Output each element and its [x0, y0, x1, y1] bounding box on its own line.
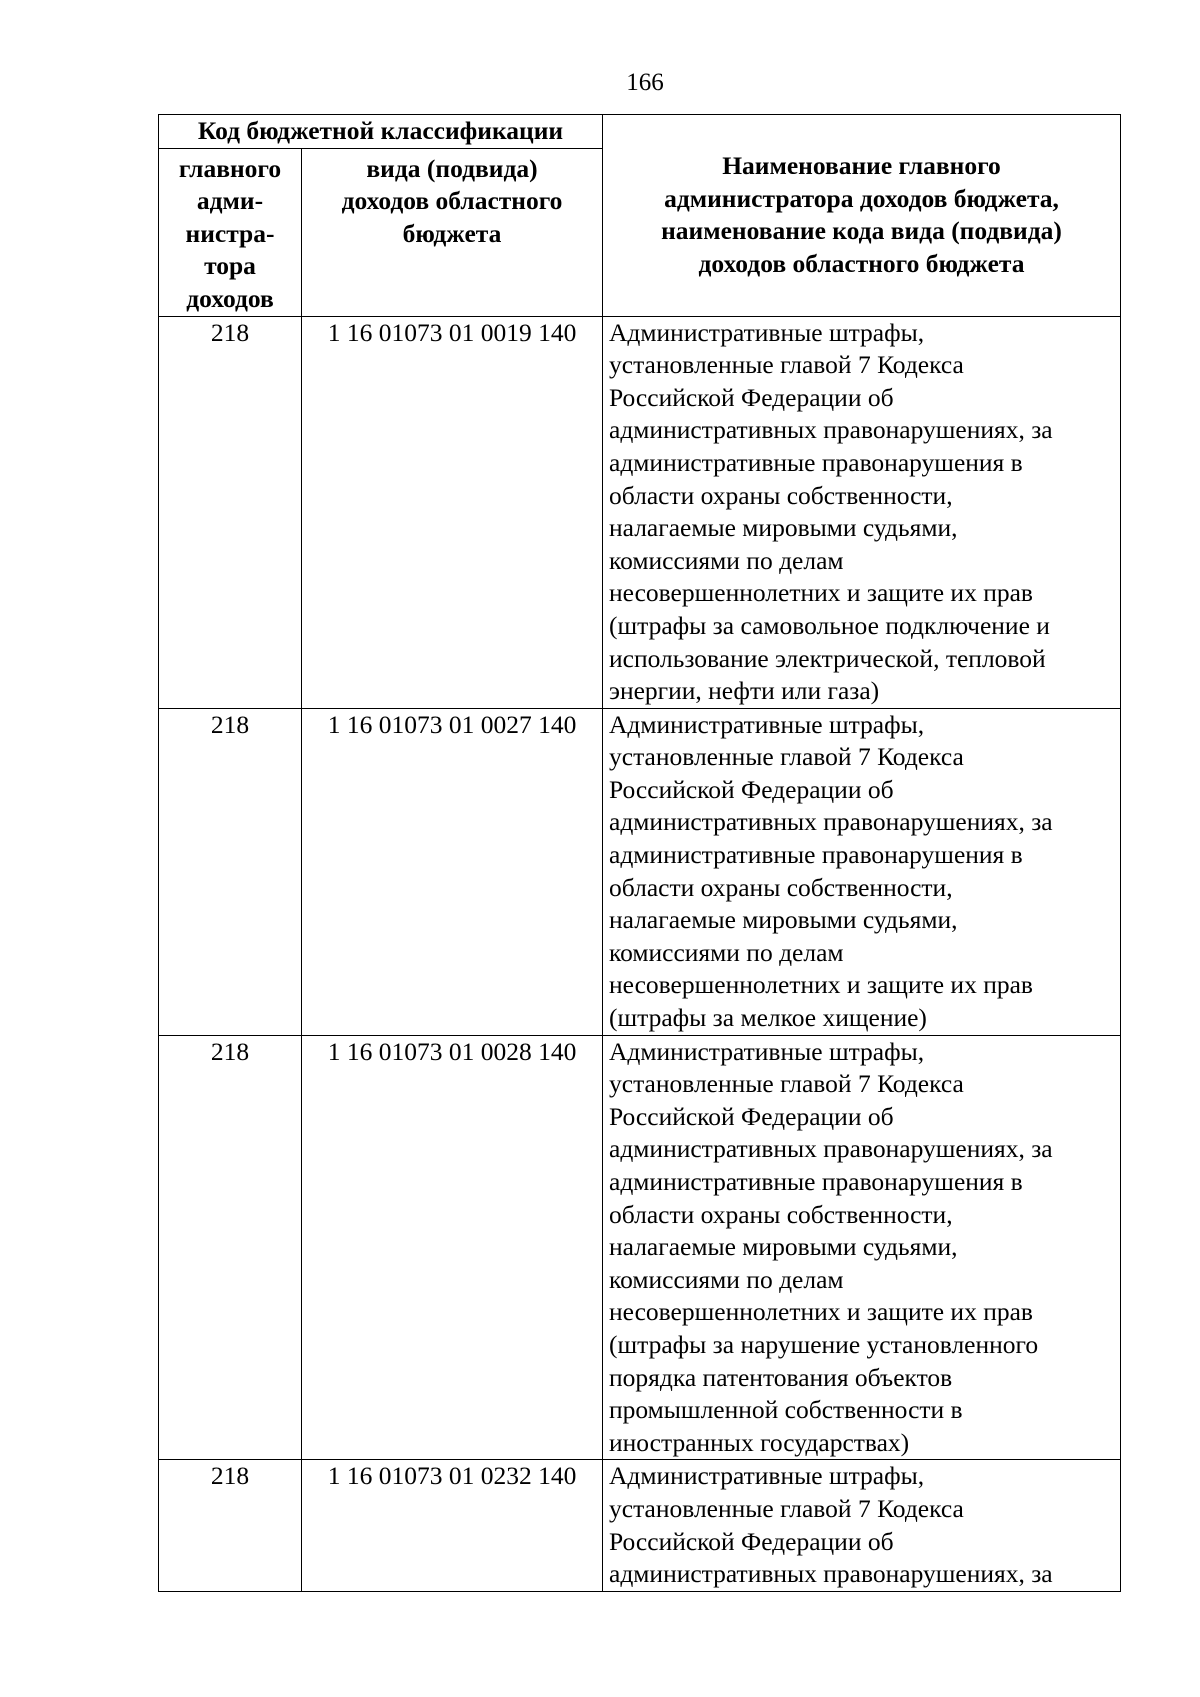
income-name-line: установленные главой 7 Кодекса — [609, 742, 964, 772]
header-admin-line: доходов — [186, 283, 274, 313]
income-name-line: несовершеннолетних и защите их прав — [609, 1297, 1033, 1327]
header-code-line: бюджета — [402, 218, 502, 248]
income-name-line: использование электрической, тепловой — [609, 643, 1046, 673]
header-name-line: наименование кода вида (подвида) — [661, 216, 1062, 246]
income-name-line: Российской Федерации об — [609, 1101, 894, 1131]
income-name-line: административных правонарушениях, за — [609, 415, 1053, 445]
income-name-line: Административные штрафы, — [609, 317, 925, 347]
income-name-line: (штрафы за самовольное подключение и — [609, 610, 1050, 640]
income-name-line: Административные штрафы, — [609, 1461, 925, 1491]
header-name-line: доходов областного бюджета — [698, 248, 1025, 278]
income-name-line: административных правонарушениях, за — [609, 1134, 1053, 1164]
income-code-cell: 1 16 01073 01 0019 140 — [302, 316, 603, 708]
income-name-line: Административные штрафы, — [609, 709, 925, 739]
income-name-line: административных правонарушениях, за — [609, 807, 1053, 837]
page-number: 166 — [626, 69, 664, 96]
header-name-line: Наименование главного — [722, 151, 1001, 181]
income-name-line: Административные штрафы, — [609, 1036, 925, 1066]
income-name-line: области охраны собственности, — [609, 1199, 953, 1229]
header-admin-line: нистра- — [185, 218, 275, 248]
header-code-column — [302, 148, 603, 316]
income-name-line: несовершеннолетних и защите их прав — [609, 578, 1033, 608]
income-name-line: административные правонарушения в — [609, 840, 1023, 870]
income-name-cell — [603, 1035, 1121, 1460]
income-name-line: иностранных государствах) — [609, 1427, 910, 1457]
income-name-line: несовершеннолетних и защите их прав — [609, 970, 1033, 1000]
income-name-line: Российской Федерации об — [609, 382, 894, 412]
income-name-line: комиссиями по делам — [609, 937, 844, 967]
header-admin-line: адми- — [196, 186, 264, 216]
income-code-cell: 1 16 01073 01 0232 140 — [302, 1460, 603, 1591]
table-body — [159, 316, 1121, 1591]
header-name-line: администратора доходов бюджета, — [664, 183, 1059, 213]
income-name-line: комиссиями по делам — [609, 1264, 844, 1294]
table-row — [159, 1460, 1121, 1591]
header-code-group: Код бюджетной классификации — [159, 115, 603, 149]
income-code-cell: 1 16 01073 01 0027 140 — [302, 708, 603, 1035]
header-code-line: вида (подвида) — [366, 153, 538, 183]
income-name-line: административные правонарушения в — [609, 1167, 1023, 1196]
income-name-line: (штрафы за мелкое хищение) — [609, 1003, 927, 1033]
header-admin-line: тора — [204, 251, 256, 281]
income-name-line: налагаемые мировыми судьями, — [609, 513, 958, 543]
income-name-line: налагаемые мировыми судьями, — [609, 1232, 958, 1262]
income-name-line: установленные главой 7 Кодекса — [609, 350, 964, 380]
header-admin-column — [159, 148, 302, 316]
income-name-line: установленные главой 7 Кодекса — [609, 1493, 964, 1523]
income-name-line: административные правонарушения в — [609, 447, 1023, 477]
header-admin-line: главного — [178, 153, 282, 183]
budget-classification-table — [158, 114, 1121, 1592]
income-name-line: налагаемые мировыми судьями, — [609, 905, 958, 935]
table-row — [159, 708, 1121, 1035]
admin-code-cell: 218 — [159, 1460, 302, 1591]
income-name-line: установленные главой 7 Кодекса — [609, 1069, 964, 1099]
header-name-column — [603, 115, 1121, 317]
income-name-line: области охраны собственности, — [609, 872, 953, 902]
income-name-cell — [603, 708, 1121, 1035]
income-name-line: промышленной собственности в — [609, 1395, 963, 1425]
income-name-cell — [603, 316, 1121, 708]
income-name-cell — [603, 1460, 1121, 1591]
income-name-line: порядка патентования объектов — [609, 1362, 953, 1392]
table-row — [159, 1035, 1121, 1460]
header-code-line: доходов областного — [341, 186, 563, 216]
income-name-line: области охраны собственности, — [609, 480, 953, 510]
income-code-cell: 1 16 01073 01 0028 140 — [302, 1035, 603, 1460]
income-name-line: административных правонарушениях, за — [609, 1559, 1053, 1589]
admin-code-cell: 218 — [159, 316, 302, 708]
income-name-line: Российской Федерации об — [609, 774, 894, 804]
income-name-line: Российской Федерации об — [609, 1526, 894, 1556]
income-name-line: комиссиями по делам — [609, 545, 844, 575]
income-name-line: (штрафы за нарушение установленного — [609, 1329, 1039, 1359]
income-name-line: энергии, нефти или газа) — [609, 676, 880, 706]
table-row — [159, 316, 1121, 708]
admin-code-cell: 218 — [159, 1035, 302, 1460]
admin-code-cell: 218 — [159, 708, 302, 1035]
